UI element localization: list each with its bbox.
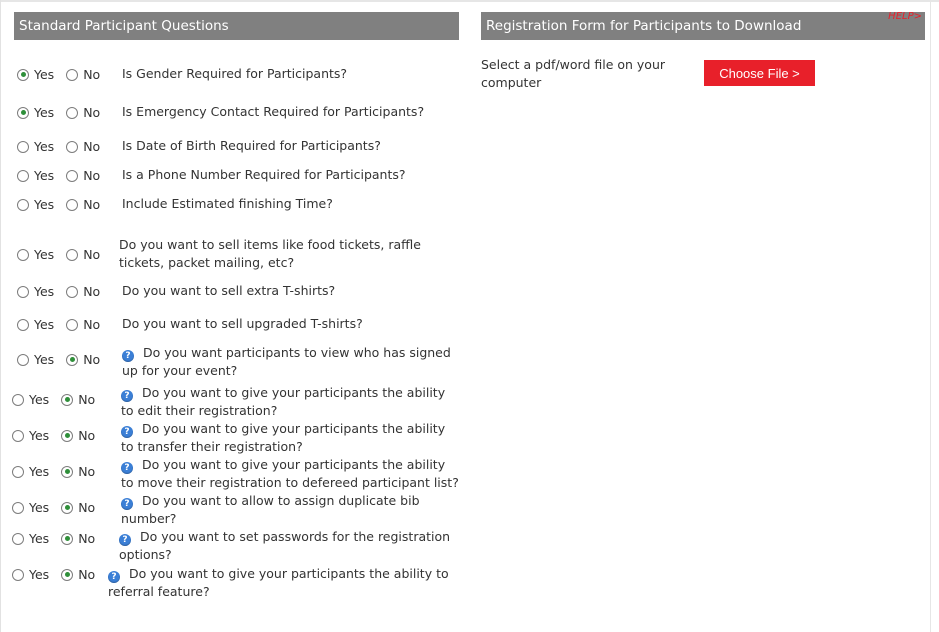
no-radio[interactable] xyxy=(61,502,73,514)
question-12 xyxy=(121,456,461,492)
question-text: Do you want to sell upgraded T-shirts? xyxy=(122,316,363,331)
upload-label: Select a pdf/word file on your computer xyxy=(481,57,666,90)
no-radio[interactable] xyxy=(66,170,78,182)
no-label[interactable]: No xyxy=(83,67,101,82)
info-icon[interactable]: ? xyxy=(121,426,133,438)
question-7-options xyxy=(17,284,112,299)
question-9-options xyxy=(17,352,112,367)
choose-file-button[interactable]: Choose File > xyxy=(704,60,815,86)
question-text: Include Estimated finishing Time? xyxy=(122,196,333,211)
top-border xyxy=(0,0,939,2)
question-8 xyxy=(122,315,452,333)
question-2-options xyxy=(17,105,112,120)
question-6-options xyxy=(17,247,112,262)
no-label[interactable]: No xyxy=(83,168,101,183)
no-radio[interactable] xyxy=(66,354,78,366)
yes-label[interactable]: Yes xyxy=(29,392,50,407)
yes-label[interactable]: Yes xyxy=(34,284,55,299)
info-icon[interactable]: ? xyxy=(119,534,131,546)
question-14 xyxy=(119,528,459,564)
yes-label[interactable]: Yes xyxy=(34,197,55,212)
info-icon[interactable]: ? xyxy=(122,350,134,362)
question-text: Do you want to sell items like food tickets, raffle tickets, packet mailing, etc? xyxy=(119,237,421,270)
yes-radio[interactable] xyxy=(12,394,24,406)
no-label[interactable]: No xyxy=(78,464,96,479)
yes-label[interactable]: Yes xyxy=(34,139,55,154)
yes-radio[interactable] xyxy=(12,430,24,442)
info-icon[interactable]: ? xyxy=(108,571,120,583)
no-radio[interactable] xyxy=(66,249,78,261)
yes-radio[interactable] xyxy=(17,319,29,331)
no-radio[interactable] xyxy=(61,394,73,406)
yes-radio[interactable] xyxy=(12,533,24,545)
no-label[interactable]: No xyxy=(83,139,101,154)
question-13 xyxy=(121,492,431,528)
no-radio[interactable] xyxy=(66,286,78,298)
right-border xyxy=(930,0,931,632)
no-radio[interactable] xyxy=(66,107,78,119)
no-radio[interactable] xyxy=(61,569,73,581)
question-text: Do you want to sell extra T-shirts? xyxy=(122,283,336,298)
standard-questions-header xyxy=(14,12,459,40)
registration-form-title: Registration Form for Participants to Download xyxy=(486,18,802,34)
question-5 xyxy=(122,195,452,213)
question-1 xyxy=(122,65,452,83)
yes-radio[interactable] xyxy=(12,569,24,581)
question-15 xyxy=(108,565,453,601)
info-icon[interactable]: ? xyxy=(121,390,133,402)
yes-label[interactable]: Yes xyxy=(29,531,50,546)
registration-form-header xyxy=(481,12,925,40)
yes-radio[interactable] xyxy=(17,141,29,153)
no-label[interactable]: No xyxy=(78,428,96,443)
question-5-options xyxy=(17,197,112,212)
left-border xyxy=(0,0,1,632)
question-14-options xyxy=(12,531,107,546)
question-text: Do you want to give your participants the ability to transfer their registration? xyxy=(121,421,446,454)
question-11-options xyxy=(12,428,107,443)
no-radio[interactable] xyxy=(66,141,78,153)
no-label[interactable]: No xyxy=(78,531,96,546)
question-7 xyxy=(122,282,452,300)
question-text: Do you want to give your participants the ability to move their registration to defereed participant list? xyxy=(121,457,459,490)
yes-radio[interactable] xyxy=(17,286,29,298)
question-13-options xyxy=(12,500,107,515)
no-radio[interactable] xyxy=(61,430,73,442)
question-1-options xyxy=(17,67,112,82)
question-text: Do you want participants to view who has signed up for your event? xyxy=(122,345,451,378)
yes-radio[interactable] xyxy=(12,466,24,478)
yes-label[interactable]: Yes xyxy=(34,67,55,82)
standard-questions-title: Standard Participant Questions xyxy=(19,18,229,34)
no-label[interactable]: No xyxy=(83,317,101,332)
yes-label[interactable]: Yes xyxy=(34,352,55,367)
question-3-options xyxy=(17,139,112,154)
no-label[interactable]: No xyxy=(83,197,101,212)
yes-label[interactable]: Yes xyxy=(29,464,50,479)
yes-label[interactable]: Yes xyxy=(34,105,55,120)
yes-radio[interactable] xyxy=(17,69,29,81)
no-label[interactable]: No xyxy=(83,105,101,120)
no-radio[interactable] xyxy=(66,199,78,211)
yes-label[interactable]: Yes xyxy=(29,567,50,582)
info-icon[interactable]: ? xyxy=(121,462,133,474)
yes-label[interactable]: Yes xyxy=(29,428,50,443)
yes-radio[interactable] xyxy=(17,249,29,261)
no-radio[interactable] xyxy=(61,533,73,545)
yes-radio[interactable] xyxy=(17,199,29,211)
yes-radio[interactable] xyxy=(17,107,29,119)
question-text: Do you want to set passwords for the registration options? xyxy=(119,529,451,562)
no-label[interactable]: No xyxy=(83,247,101,262)
no-label[interactable]: No xyxy=(78,500,96,515)
question-text: Do you want to allow to assign duplicate bib number? xyxy=(121,493,420,526)
question-8-options xyxy=(17,317,112,332)
help-link[interactable]: HELP> xyxy=(888,11,922,22)
no-label[interactable]: No xyxy=(83,284,101,299)
question-6 xyxy=(119,236,464,272)
no-radio[interactable] xyxy=(61,466,73,478)
no-label[interactable]: No xyxy=(78,392,96,407)
info-icon[interactable]: ? xyxy=(121,498,133,510)
question-15-options xyxy=(12,567,107,582)
yes-label[interactable]: Yes xyxy=(34,168,55,183)
question-text: Is Gender Required for Participants? xyxy=(122,66,348,81)
question-4-options xyxy=(17,168,112,183)
question-text: Do you want to give your participants the ability to edit their registration? xyxy=(121,385,446,418)
question-12-options xyxy=(12,464,107,479)
no-radio[interactable] xyxy=(66,69,78,81)
question-text: Is a Phone Number Required for Participants? xyxy=(122,167,406,182)
question-10-options xyxy=(12,392,107,407)
question-text: Do you want to give your participants the ability to referral feature? xyxy=(108,566,449,599)
no-radio[interactable] xyxy=(66,319,78,331)
question-2 xyxy=(122,103,452,121)
question-4 xyxy=(122,166,452,184)
question-11 xyxy=(121,420,461,456)
yes-radio[interactable] xyxy=(17,170,29,182)
question-text: Is Date of Birth Required for Participants? xyxy=(122,138,381,153)
yes-radio[interactable] xyxy=(17,354,29,366)
yes-label[interactable]: Yes xyxy=(34,247,55,262)
yes-label[interactable]: Yes xyxy=(29,500,50,515)
question-3 xyxy=(122,137,452,155)
yes-radio[interactable] xyxy=(12,502,24,514)
question-text: Is Emergency Contact Required for Participants? xyxy=(122,104,425,119)
no-label[interactable]: No xyxy=(78,567,96,582)
no-label[interactable]: No xyxy=(83,352,101,367)
question-9 xyxy=(122,344,452,380)
yes-label[interactable]: Yes xyxy=(34,317,55,332)
question-10 xyxy=(121,384,461,420)
